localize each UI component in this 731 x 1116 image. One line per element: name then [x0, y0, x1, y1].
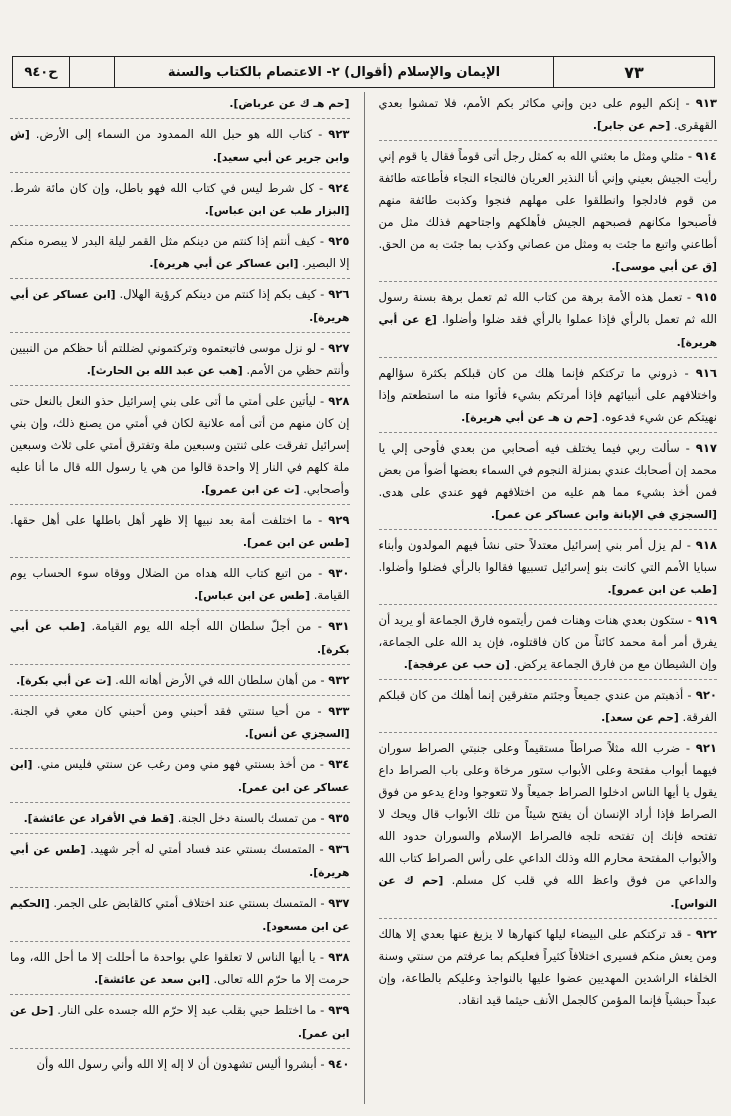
hadith-number: ٩٢٥ [328, 234, 350, 248]
hadith-text: إنكم اليوم على دين وإني مكاثر بكم الأمم، فلا تمشوا بعدي القهقرى. [378, 96, 717, 132]
hadith-entry: ٩٢٢ - قد تركتكم على البيضاء ليلها كنهارها لا يزيغ عنها بعدي إلا هالك ومن يعش منكم فسيرى اختلافاً كثيراً فعليكم بما عرفتم من سنتي وسنة الخلفاء الراشدين المهديين عضوا عليها بالنواجذ وعليكم بالطاعة، وإن عبداً حبشياً فإنما المؤمن كالجمل الأنف حيثما قيد انقاد. [378, 927, 717, 1007]
hadith-source: [حم هـ ك عن عرباض]. [229, 97, 350, 110]
hadith-text: يا أيها الناس لا تعلقوا علي بواحدة ما أحللت إلا ما أحل الله، وما حرمت إلا ما حرّم الله تعالى. [10, 950, 350, 986]
hadith-source: [حم عن سعد]. [601, 711, 679, 724]
hadith-number: ٩٢٢ [695, 927, 717, 941]
hadith-entry: ٩٣٨ - يا أيها الناس لا تعلقوا علي بواحدة ما أحللت إلا ما أحل الله، وما حرمت إلا ما حرّم الله تعالى. [ابن سعد عن عائشة]. [10, 946, 350, 995]
hadith-text: تعمل هذه الأمة برهة من كتاب الله ثم تعمل برهة بسنة رسول الله ثم تعمل بالرأي فإذا عملوا بالرأي فقد ضلوا وأضلوا. [378, 290, 717, 326]
hadith-entry: ٩٢٦ - كيف بكم إذا كنتم من دينكم كرؤية الهلال. [ابن عساكر عن أبي هريرة]. [10, 283, 350, 333]
hadith-number: ٩١٦ [695, 366, 717, 380]
hadith-entry: ٩١٥ - تعمل هذه الأمة برهة من كتاب الله ثم تعمل برهة بسنة رسول الله ثم تعمل بالرأي فإذا عملوا بالرأي فقد ضلوا وأضلوا. [ع عن أبي هريرة]. [379, 286, 718, 358]
hadith-source: [ت عن ابن عمرو]. [200, 483, 300, 496]
hadith-number: ٩٢٨ [328, 394, 350, 408]
hadith-entry [10, 92, 350, 119]
hadith-number: ٩٢١ [695, 741, 717, 755]
hadith-text: من تمسك بالسنة دخل الجنة. [177, 811, 317, 825]
page-header [12, 56, 715, 88]
hadith-number: ٩٤٠ [328, 1057, 350, 1071]
hadith-source: [البزار طب عن ابن عباس]. [204, 204, 350, 217]
hadith-number: ٩٣٨ [328, 950, 350, 964]
hadith-number: ٩٣٤ [328, 757, 350, 771]
hadith-entry: ٩٣٢ - من أهان سلطان الله في الأرض أهانه الله. [ت عن أبي بكرة]. [10, 669, 350, 696]
hadith-source: [حم ك عن النواس]. [378, 874, 717, 910]
hadith-text: مثلي ومثل ما بعثني الله به كمثل رجل أتى قوماً فقال يا قوم إني رأيت الجيش بعيني وإني أنا النذير العريان فالنجاء النجاء فأطاعته طائفة من قوم فادلجوا وانطلقوا على مهلهم فنجوا وكذبت طائفة منهم فأصبحوا مكانهم فصبحهم الجيش فأهلكهم واجتاحهم فذلك مثل من أطاعني واتبع ما جئت به ومثل من عصاني وكذب بما جئت به من الحق. [378, 149, 717, 251]
hadith-entry: ٩٣٣ - من أحيا سنتي فقد أحبني ومن أحبني كان معي في الجنة. [السجزي عن أنس]. [10, 700, 350, 749]
hadith-entry: ٩١٣ - إنكم اليوم على دين وإني مكاثر بكم الأمم، فلا تمشوا بعدي القهقرى. [حم عن جابر]. [379, 92, 718, 141]
hadith-source: [طس عن ابن عباس]. [194, 589, 311, 602]
hadith-text: كيف بكم إذا كنتم من دينكم كرؤية الهلال. [119, 287, 317, 301]
hadith-entry: ٩١٩ - ستكون بعدي هنات وهنات فمن رأيتموه فارق الجماعة أو يريد أن يفرق أمر أمة محمد كائناً من كان فاقتلوه، فإن يد الله على الجماعة، وإن الشيطان مع من فارق الجماعة يركض. [ن حب عن عرفجة]. [379, 609, 718, 680]
hadith-entry: ٩٢٩ - ما اختلفت أمة بعد نبيها إلا ظهر أهل باطلها على أهل حقها. [طس عن ابن عمر]. [10, 509, 350, 558]
hadith-number: ٩٢٤ [328, 181, 350, 195]
hadith-source: [حم ن هـ عن أبي هريرة]. [461, 411, 598, 424]
hadith-source: [السجزي عن أنس]. [244, 727, 350, 740]
hadith-entry: ٩٢٤ - كل شرط ليس في كتاب الله فهو باطل، وإن كان مائة شرط. [البزار طب عن ابن عباس]. [10, 177, 350, 226]
hadith-number: ٩٢٠ [695, 688, 717, 702]
hadith-entry: ٩٣٤ - من أخذ بسنتي فهو مني ومن رغب عن سنتي فليس مني. [ابن عساكر عن ابن عمر]. [10, 753, 350, 803]
hadith-number: ٩١٥ [695, 290, 717, 304]
hadith-source: [طس عن أبي هريرة]. [10, 843, 350, 879]
hadith-text: ما اختلفت أمة بعد نبيها إلا ظهر أهل باطلها على أهل حقها. [10, 513, 313, 527]
hadith-text: ضرب الله مثلاً صراطاً مستقيماً وعلى جنبتي الصراط سوران فيهما أبواب مفتحة وعلى الأبواب ستور مرخاة وعلى باب الصراط داع يقول يا أيها الناس ادخلوا الصراط جميعاً ولا تتعوجوا وداع يدعو من فوق الصراط فإذا أراد الإنسان أن يفتح شيئاً من تلك الأبواب قال ويحك لا تفتحه فإنك إن تفتحه تلجه فالصراط الإسلام والسوران حدود الله والأبواب المفتحة محارم الله وذلك الداعي على رأس الصراط كتاب الله والداعي من فوق واعظ الله في قلب كل مسلم. [378, 741, 718, 887]
hadith-source: [ع عن أبي هريرة]. [378, 313, 717, 349]
hadith-text: أبشروا أليس تشهدون أن لا إله إلا الله وأني رسول الله وأن [36, 1057, 317, 1071]
hadith-number: ٩١٩ [695, 613, 717, 627]
hadith-entry: ٩٢٨ - ليأتين على أمتي ما أتى على بني إسرائيل حذو النعل بالنعل حتى إن كان منهم من أتى أمه علانية لكان في أمتي من يصنع ذلك، وإن بني إسرائيل تفرقت على ثنتين وسبعين ملة وتفترق أمتي على ثلاث وسبعين ملة كلهم في النار إلا واحدة قالوا من هي يا رسول الله قال ما أنا عليه وأصحابي. [ت عن ابن عمرو]. [10, 390, 350, 505]
hadith-text: من أهان سلطان الله في الأرض أهانه الله. [115, 673, 317, 687]
chapter-title: الإيمان والإسلام (أقوال) ٢- الاعتصام بالكتاب والسنة [115, 57, 554, 87]
hadith-source: [ابن عساكر عن أبي هريرة]. [149, 257, 299, 270]
hadith-source: [قط في الأفراد عن عائشة]. [23, 812, 175, 825]
hadith-source: [ت عن أبي بكرة]. [16, 674, 112, 687]
hadith-number: ٩١٤ [695, 149, 717, 163]
hadith-number: ٩٢٩ [328, 513, 350, 527]
hadith-text: من اتبع كتاب الله هداه من الضلال ووقاه سوء الحساب يوم القيامة. [10, 566, 350, 602]
hadith-text: كل شرط ليس في كتاب الله فهو باطل، وإن كان مائة شرط. [10, 181, 314, 195]
hadith-entry: ٩١٦ - ذروني ما تركتكم فإنما هلك من كان قبلكم بكثرة سؤالهم واختلافهم على أنبيائهم فإذا أمرتكم بشيء فأتوا منه ما استطعتم وإذا نهيتكم عن شيء فدعوه. [حم ن هـ عن أبي هريرة]. [379, 362, 718, 433]
hadith-number: ٩٣٢ [328, 673, 350, 687]
hadith-number: ٩٣٠ [328, 566, 350, 580]
hadith-entry: ٩٢١ - ضرب الله مثلاً صراطاً مستقيماً وعلى جنبتي الصراط سوران فيهما أبواب مفتحة وعلى الأبواب ستور مرخاة وعلى باب الصراط داع يقول يا أيها الناس ادخلوا الصراط جميعاً ولا تتعوجوا وداع يدعو من فوق الصراط فإذا أراد الإنسان أن يفتح شيئاً من تلك الأبواب قال ويحك لا تفتحه فإنك إن تفتحه تلجه فالصراط الإسلام والسوران حدود الله والأبواب المفتحة محارم الله وذلك الداعي على رأس الصراط كتاب الله والداعي من فوق واعظ الله في قلب كل مسلم. [حم ك عن النواس]. [379, 737, 718, 919]
hadith-number: ٩٣١ [328, 619, 350, 633]
hadith-text: ليأتين على أمتي ما أتى على بني إسرائيل حذو النعل بالنعل حتى إن كان منهم من أتى أمه علانية لكان في أمتي من يصنع ذلك، وإن بني إسرائيل تفرقت على ثنتين وسبعين ملة وتفترق أمتي على ثلاث وسبعين ملة كلهم في النار إلا واحدة قالوا من هي يا رسول الله قال ما أنا عليه وأصحابي. [10, 394, 350, 496]
hadith-entry: ٩١٤ - مثلي ومثل ما بعثني الله به كمثل رجل أتى قوماً فقال يا قوم إني رأيت الجيش بعيني وإني أنا النذير العريان فالنجاء النجاء فأطاعته طائفة من قوم فادلجوا وانطلقوا على مهلهم فنجوا وكذبت طائفة منهم فأصبحوا مكانهم فصبحهم الجيش فأهلكهم واجتاحهم فذلك مثل من أطاعني واتبع ما جئت به ومثل من عصاني وكذب بما جئت به من الحق. [ق عن أبي موسى]. [379, 145, 718, 282]
hadith-text: لو نزل موسى فاتبعتموه وتركتموني لضللتم أنا حظكم من النبيين وأنتم حظي من الأمم. [10, 341, 350, 377]
hadith-text: من أجلّ سلطان الله أجله الله يوم القيامة. [91, 619, 312, 633]
text-columns [10, 92, 717, 1104]
hadith-source: [ابن عساكر عن أبي هريرة]. [10, 288, 350, 324]
hadith-entry: ٩٣٥ - من تمسك بالسنة دخل الجنة. [قط في الأفراد عن عائشة]. [10, 807, 350, 834]
hadith-source: [طب عن أبي بكرة]. [10, 620, 350, 656]
hadith-text: المتمسك بسنتي عند اختلاف أمتي كالقابض على الجمر. [53, 896, 317, 910]
hadith-source: [ابن سعد عن عائشة]. [94, 973, 210, 986]
left-column [10, 92, 364, 1104]
hadith-entry: ٩٢٣ - كتاب الله هو حبل الله الممدود من السماء إلى الأرض. [ش وابن جرير عن أبي سعيد]. [10, 123, 350, 173]
hadith-entry: ٩٣٧ - المتمسك بسنتي عند اختلاف أمتي كالقابض على الجمر. [الحكيم عن ابن مسعود]. [10, 892, 350, 942]
hadith-text: لم يزل أمر بني إسرائيل معتدلاً حتى نشأ فيهم المولدون وأبناء سبايا الأمم التي كانت بنو إسرائيل تسبيها فقالوا بالرأي فضلوا وأضلوا. [378, 538, 717, 574]
hadith-text: ما اختلط حبي بقلب عبد إلا حرّم الله جسده على النار. [57, 1003, 317, 1017]
hadith-text: كتاب الله هو حبل الله الممدود من السماء إلى الأرض. [35, 127, 313, 141]
hadith-entry: ٩٣٠ - من اتبع كتاب الله هداه من الضلال ووقاه سوء الحساب يوم القيامة. [طس عن ابن عباس]. [10, 562, 350, 611]
hadith-source: [الحكيم عن ابن مسعود]. [10, 897, 350, 933]
hadith-source: [طب عن ابن عمرو]. [607, 583, 717, 596]
hadith-number: ٩٣٧ [328, 896, 350, 910]
header-spacer [70, 57, 115, 87]
hadith-entry: ٩١٧ - سألت ربي فيما يختلف فيه أصحابي من بعدي فأوحى إلي يا محمد إن أصحابك عندي بمنزلة النجوم في السماء بعضها أضوأ من بعض فمن أخذ بشيء مما هم عليه من اختلافهم فهو عندي على هدى. [السجزي في الإبانة وابن عساكر عن عمر]. [379, 437, 718, 530]
hadith-entry: ٩٤٠ - أبشروا أليس تشهدون أن لا إله إلا الله وأني رسول الله وأن [36, 1057, 350, 1071]
hadith-text: من أخذ بسنتي فهو مني ومن رغب عن سنتي فليس مني. [36, 757, 316, 771]
hadith-entry: ٩٢٥ - كيف أنتم إذا كنتم من دينكم مثل القمر ليلة البدر لا يبصره منكم إلا البصير. [ابن عساكر عن أبي هريرة]. [10, 230, 350, 279]
hadith-entry: ٩١٨ - لم يزل أمر بني إسرائيل معتدلاً حتى نشأ فيهم المولدون وأبناء سبايا الأمم التي كانت بنو إسرائيل تسبيها فقالوا بالرأي فضلوا وأضلوا. [طب عن ابن عمرو]. [379, 534, 718, 605]
hadith-number: ٩٣٦ [328, 842, 350, 856]
hadith-source: [حل عن ابن عمر]. [10, 1004, 350, 1040]
hadith-number: ٩٢٣ [328, 127, 350, 141]
hadith-entry: ٩٢٠ - أذهبتم من عندي جميعاً وجئتم متفرقين إنما أهلك من كان قبلكم الفرقة. [حم عن سعد]. [379, 684, 718, 733]
hadith-source: [طس عن ابن عمر]. [242, 536, 350, 549]
right-column [364, 92, 718, 1104]
hadith-text: كيف أنتم إذا كنتم من دينكم مثل القمر ليلة البدر لا يبصره منكم إلا البصير. [10, 234, 350, 270]
hadith-number: ٩٣٣ [328, 704, 350, 718]
hadith-entry: ٩٢٧ - لو نزل موسى فاتبعتموه وتركتموني لضللتم أنا حظكم من النبيين وأنتم حظي من الأمم. [هب عن عبد الله بن الحارث]. [10, 337, 350, 386]
page-number: ٧٣ [624, 62, 644, 82]
hadith-source: [السجزي في الإبانة وابن عساكر عن عمر]. [490, 508, 717, 521]
hadith-entry: ٩٣٦ - المتمسك بسنتي عند فساد أمتي له أجر شهيد. [طس عن أبي هريرة]. [10, 838, 350, 888]
hadith-entry: ٩٣١ - من أجلّ سلطان الله أجله الله يوم القيامة. [طب عن أبي بكرة]. [10, 615, 350, 665]
hadith-source: [ش وابن جرير عن أبي سعيد]. [10, 128, 350, 164]
hadith-text: المتمسك بسنتي عند فساد أمتي له أجر شهيد. [90, 842, 315, 856]
hadith-number: ٩١٧ [695, 441, 717, 455]
hadith-text: قد تركتكم على البيضاء ليلها كنهارها لا يزيغ عنها بعدي إلا هالك ومن يعش منكم فسيرى اختلافاً كثيراً فعليكم بما عرفتم من سنتي وسنة الخلفاء الراشدين المهديين عضوا عليها بالنواجذ وعليكم بالطاعة، وإن عبداً حبشياً فإنما المؤمن كالجمل الأنف حيثما قيد انقاد. [378, 927, 717, 1007]
hadith-entry: ٩٣٩ - ما اختلط حبي بقلب عبد إلا حرّم الله جسده على النار. [حل عن ابن عمر]. [10, 999, 350, 1049]
hadith-source: [هب عن عبد الله بن الحارث]. [86, 364, 243, 377]
hadith-number: ٩٢٦ [328, 287, 350, 301]
hadith-number: ٩١٣ [695, 96, 717, 110]
hadith-number: ٩١٨ [695, 538, 717, 552]
hadith-number: ٩٣٩ [328, 1003, 350, 1017]
hadith-text: أذهبتم من عندي جميعاً وجئتم متفرقين إنما أهلك من كان قبلكم الفرقة. [378, 688, 717, 724]
hadith-text: من أحيا سنتي فقد أحبني ومن أحبني كان معي في الجنة. [10, 704, 311, 718]
hadith-range-code: ح٩٤٠ [13, 57, 70, 87]
hadith-source: [ابن عساكر عن ابن عمر]. [10, 758, 350, 794]
hadith-text: سألت ربي فيما يختلف فيه أصحابي من بعدي فأوحى إلي يا محمد إن أصحابك عندي بمنزلة النجوم في السماء بعضها أضوأ من بعض فمن أخذ بشيء مما هم عليه من اختلافهم فهو عندي على هدى. [378, 441, 717, 499]
hadith-source: [حم عن جابر]. [592, 119, 671, 132]
hadith-text: ستكون بعدي هنات وهنات فمن رأيتموه فارق الجماعة أو يريد أن يفرق أمر أمة محمد كائناً من كان فاقتلوه، فإن يد الله على الجماعة، وإن الشيطان مع من فارق الجماعة يركض. [378, 613, 717, 671]
hadith-source: [ن حب عن عرفجة]. [403, 658, 510, 671]
hadith-number: ٩٣٥ [328, 811, 350, 825]
document-page [10, 4, 721, 1104]
hadith-text: ذروني ما تركتكم فإنما هلك من كان قبلكم بكثرة سؤالهم واختلافهم على أنبيائهم فإذا أمرتكم بشيء فأتوا منه ما استطعتم وإذا نهيتكم عن شيء فدعوه. [378, 366, 717, 424]
hadith-source: [ق عن أبي موسى]. [611, 260, 717, 273]
hadith-number: ٩٢٧ [328, 341, 350, 355]
